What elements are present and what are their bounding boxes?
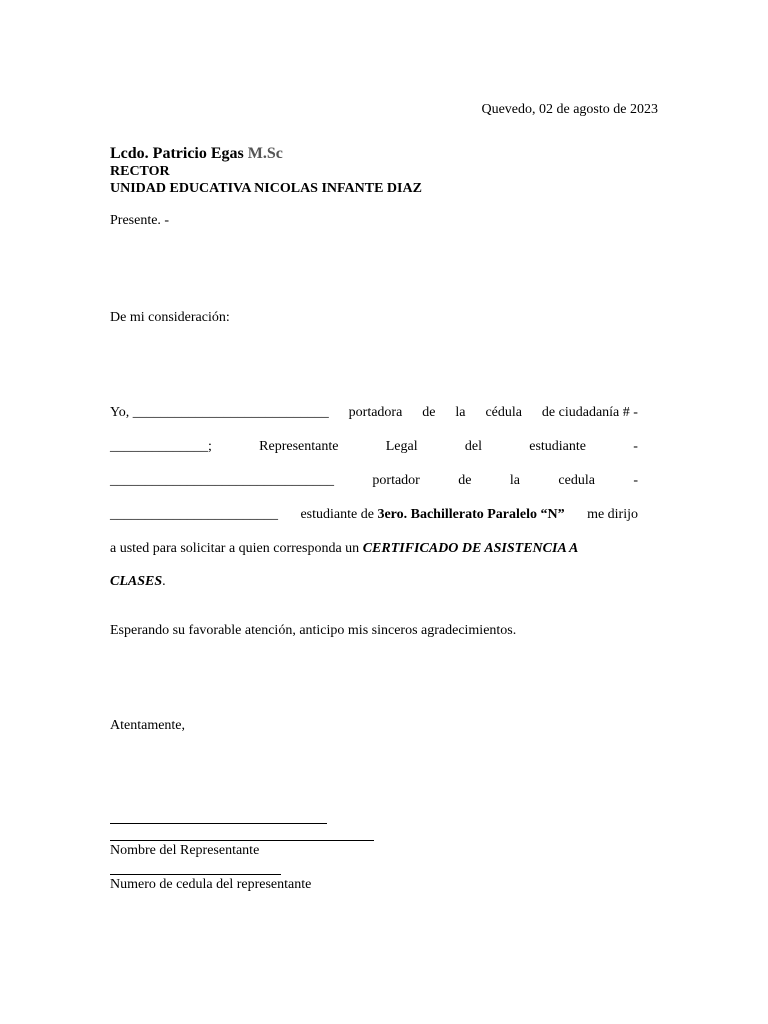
body-text: a usted para solicitar a quien corresponda un bbox=[110, 541, 360, 556]
recipient-degree: M.Sc bbox=[247, 145, 283, 162]
body-word: Legal bbox=[385, 439, 418, 454]
salutation: De mi consideración: bbox=[110, 310, 230, 325]
student-name-blank: ________________________________ bbox=[110, 473, 334, 488]
period: . bbox=[162, 574, 166, 589]
body-text: estudiante de bbox=[300, 507, 374, 522]
certificate-title: CERTIFICADO DE ASISTENCIA A bbox=[362, 541, 579, 556]
grade-text: 3ero. Bachillerato Paralelo “N” bbox=[377, 507, 565, 522]
student-id-blank: ________________________ bbox=[110, 507, 278, 522]
body-word: - bbox=[633, 473, 638, 488]
body-line-1-start bbox=[110, 406, 329, 420]
body-word: del bbox=[464, 439, 482, 454]
letter-date: Quevedo, 02 de agosto de 2023 bbox=[481, 102, 658, 117]
body-line-3 bbox=[110, 474, 638, 488]
body-word: portador bbox=[372, 473, 420, 488]
body-word: de bbox=[458, 473, 472, 488]
body-word: la bbox=[455, 405, 466, 420]
farewell: Atentamente, bbox=[110, 718, 186, 733]
representative-name-label: Nombre del Representante bbox=[110, 843, 260, 858]
presente-text: Presente. - bbox=[110, 213, 170, 228]
body-word: de bbox=[422, 405, 436, 420]
body-line-6 bbox=[110, 575, 166, 589]
recipient-name: Lcdo. Patricio Egas bbox=[110, 145, 244, 162]
body-word: cédula bbox=[485, 405, 522, 420]
body-line-1 bbox=[110, 406, 638, 420]
body-word: de ciudadanía # - bbox=[541, 405, 638, 420]
name-line bbox=[110, 840, 374, 841]
body-word: estudiante bbox=[529, 439, 586, 454]
body-word: cedula bbox=[558, 473, 595, 488]
body-line-2 bbox=[110, 440, 638, 454]
body-word: portadora bbox=[348, 405, 403, 420]
body-text: me dirijo bbox=[587, 507, 638, 522]
body-word: Yo, bbox=[110, 405, 130, 420]
recipient-institution: UNIDAD EDUCATIVA NICOLAS INFANTE DIAZ bbox=[110, 181, 422, 196]
body-line-4 bbox=[110, 508, 638, 522]
body-line-4-rest bbox=[300, 508, 564, 522]
recipient-title: RECTOR bbox=[110, 164, 170, 179]
body-word: - bbox=[633, 439, 638, 454]
signature-line bbox=[110, 823, 327, 824]
body-word: Representante bbox=[259, 439, 339, 454]
recipient-name-line bbox=[110, 146, 283, 162]
body-line-5 bbox=[110, 542, 578, 556]
representative-id-label: Numero de cedula del representante bbox=[110, 877, 312, 892]
closing-paragraph: Esperando su favorable atención, anticipo mis sinceros agradecimientos. bbox=[110, 623, 517, 638]
id-line bbox=[110, 874, 281, 875]
name-blank: ____________________________ bbox=[132, 405, 329, 420]
body-word: la bbox=[509, 473, 520, 488]
id-blank: ______________; bbox=[110, 439, 212, 454]
certificate-title-end: CLASES bbox=[110, 574, 163, 589]
